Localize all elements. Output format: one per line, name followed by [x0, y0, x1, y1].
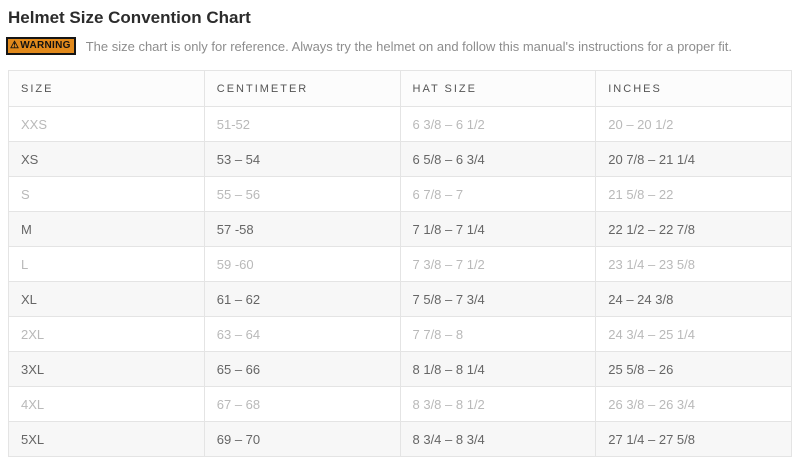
size-table-header: [9, 71, 792, 107]
header-inches: INCHES: [596, 71, 792, 107]
cell-hat-size: 7 1/8 – 7 1/4: [400, 212, 596, 247]
header-size: SIZE: [9, 71, 205, 107]
cell-centimeter: 57 -58: [204, 212, 400, 247]
size-convention-table: [8, 70, 792, 457]
cell-size: 3XL: [9, 352, 205, 387]
cell-centimeter: 55 – 56: [204, 177, 400, 212]
table-row: [9, 247, 792, 282]
page-title: Helmet Size Convention Chart: [8, 8, 251, 27]
cell-hat-size: 7 5/8 – 7 3/4: [400, 282, 596, 317]
warning-text: The size chart is only for reference. Always try the helmet on and follow this manual's instructions for a proper fit.: [85, 38, 732, 54]
cell-inches: 24 3/4 – 25 1/4: [596, 317, 792, 352]
warning-badge: [6, 37, 76, 55]
header-hat-size: HAT SIZE: [400, 71, 596, 107]
header-centimeter: CENTIMETER: [204, 71, 400, 107]
cell-centimeter: 63 – 64: [204, 317, 400, 352]
cell-centimeter: 61 – 62: [204, 282, 400, 317]
cell-hat-size: 7 7/8 – 8: [400, 317, 596, 352]
cell-centimeter: 65 – 66: [204, 352, 400, 387]
cell-size: L: [9, 247, 205, 282]
cell-hat-size: 7 3/8 – 7 1/2: [400, 247, 596, 282]
cell-centimeter: 59 -60: [204, 247, 400, 282]
manual-page: [0, 8, 800, 468]
cell-size: 5XL: [9, 422, 205, 457]
table-row: [9, 387, 792, 422]
cell-size: XL: [9, 282, 205, 317]
cell-inches: 25 5/8 – 26: [596, 352, 792, 387]
cell-inches: 26 3/8 – 26 3/4: [596, 387, 792, 422]
table-row: [9, 107, 792, 142]
table-row: [9, 177, 792, 212]
table-row: [9, 142, 792, 177]
cell-inches: 20 7/8 – 21 1/4: [596, 142, 792, 177]
table-row: [9, 212, 792, 247]
cell-centimeter: 67 – 68: [204, 387, 400, 422]
cell-inches: 21 5/8 – 22: [596, 177, 792, 212]
cell-inches: 22 1/2 – 22 7/8: [596, 212, 792, 247]
cell-centimeter: 69 – 70: [204, 422, 400, 457]
cell-inches: 23 1/4 – 23 5/8: [596, 247, 792, 282]
table-row: [9, 282, 792, 317]
warning-icon: ⚠: [10, 40, 20, 51]
table-row: [9, 317, 792, 352]
cell-hat-size: 8 3/8 – 8 1/2: [400, 387, 596, 422]
cell-centimeter: 51-52: [204, 107, 400, 142]
warning-note: [6, 37, 792, 55]
cell-hat-size: 6 7/8 – 7: [400, 177, 596, 212]
cell-size: M: [9, 212, 205, 247]
cell-size: 2XL: [9, 317, 205, 352]
header-row: [9, 71, 792, 107]
cell-hat-size: 6 5/8 – 6 3/4: [400, 142, 596, 177]
warning-badge-label: WARNING: [20, 40, 71, 51]
cell-hat-size: 8 1/8 – 8 1/4: [400, 352, 596, 387]
table-row: [9, 352, 792, 387]
cell-inches: 24 – 24 3/8: [596, 282, 792, 317]
cell-centimeter: 53 – 54: [204, 142, 400, 177]
cell-size: S: [9, 177, 205, 212]
cell-size: XXS: [9, 107, 205, 142]
cell-size: 4XL: [9, 387, 205, 422]
size-table-body: [9, 107, 792, 457]
cell-size: XS: [9, 142, 205, 177]
cell-hat-size: 8 3/4 – 8 3/4: [400, 422, 596, 457]
cell-inches: 20 – 20 1/2: [596, 107, 792, 142]
cell-hat-size: 6 3/8 – 6 1/2: [400, 107, 596, 142]
table-row: [9, 422, 792, 457]
cell-inches: 27 1/4 – 27 5/8: [596, 422, 792, 457]
